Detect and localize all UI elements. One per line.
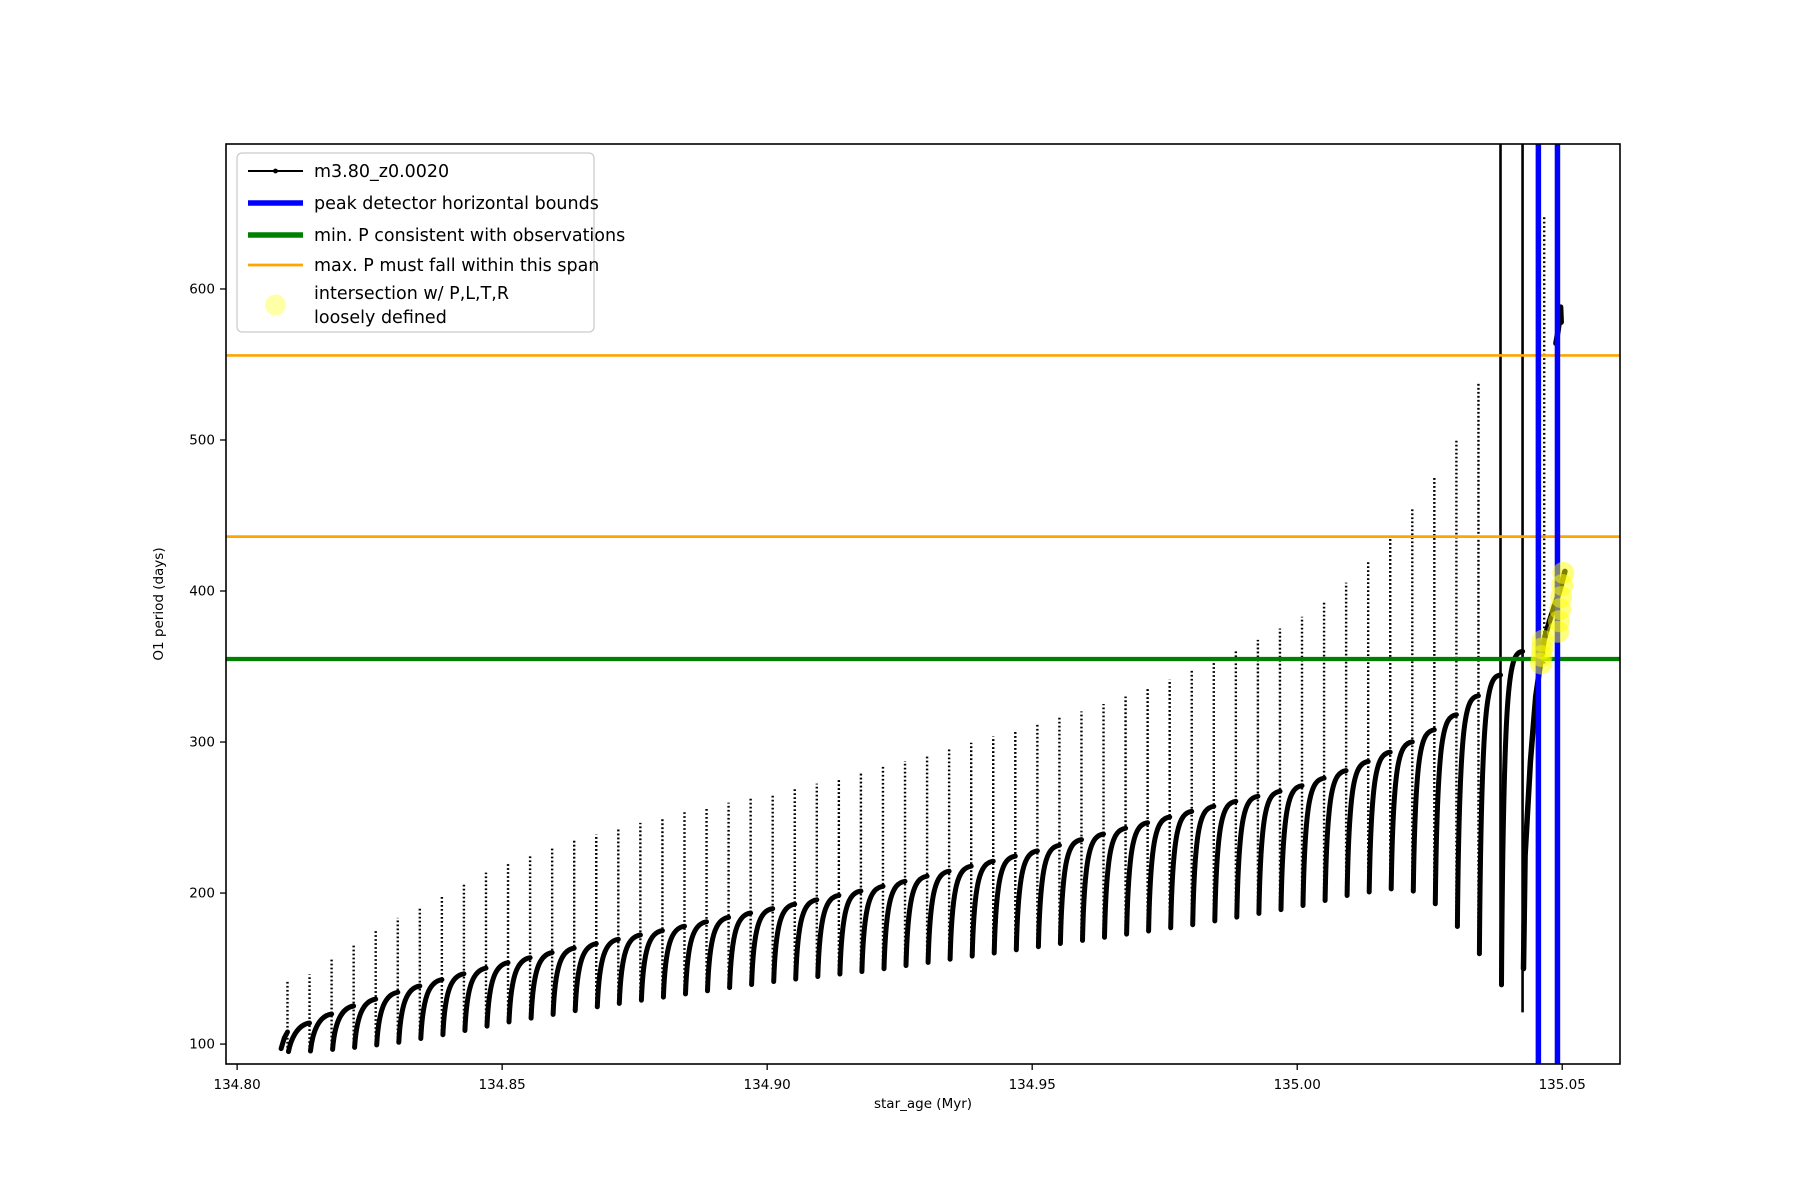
- intersection-marker: [1552, 562, 1574, 584]
- y-tick-label: 100: [189, 1036, 215, 1053]
- x-tick-label: 135.05: [1538, 1077, 1586, 1093]
- legend-label-4-line1: intersection w/ P,L,T,R: [314, 284, 509, 304]
- y-tick-label: 400: [189, 583, 215, 600]
- x-tick-label: 134.85: [478, 1077, 526, 1093]
- x-axis-label: star_age (Myr): [873, 1096, 973, 1112]
- x-tick-label: 134.80: [213, 1077, 261, 1093]
- x-tick-label: 135.00: [1273, 1077, 1321, 1093]
- legend-label-1: peak detector horizontal bounds: [314, 194, 599, 214]
- legend-sample-dot-marker: [273, 169, 278, 174]
- x-tick-label: 134.90: [743, 1077, 791, 1093]
- legend-label-4-line2: loosely defined: [314, 308, 447, 328]
- y-tick-label: 200: [189, 885, 215, 902]
- legend-sample-intersection-marker: [265, 295, 286, 316]
- x-tick-label: 134.95: [1008, 1077, 1056, 1093]
- legend-label-3: max. P must fall within this span: [314, 256, 600, 276]
- legend-label-0: m3.80_z0.0020: [314, 162, 450, 182]
- y-tick-label: 600: [189, 281, 215, 298]
- y-tick-label: 300: [189, 734, 215, 751]
- legend: [237, 153, 625, 332]
- y-tick-label: 500: [189, 432, 215, 449]
- y-axis-label: O1 period (days): [151, 547, 167, 661]
- legend-label-2: min. P consistent with observations: [314, 226, 626, 246]
